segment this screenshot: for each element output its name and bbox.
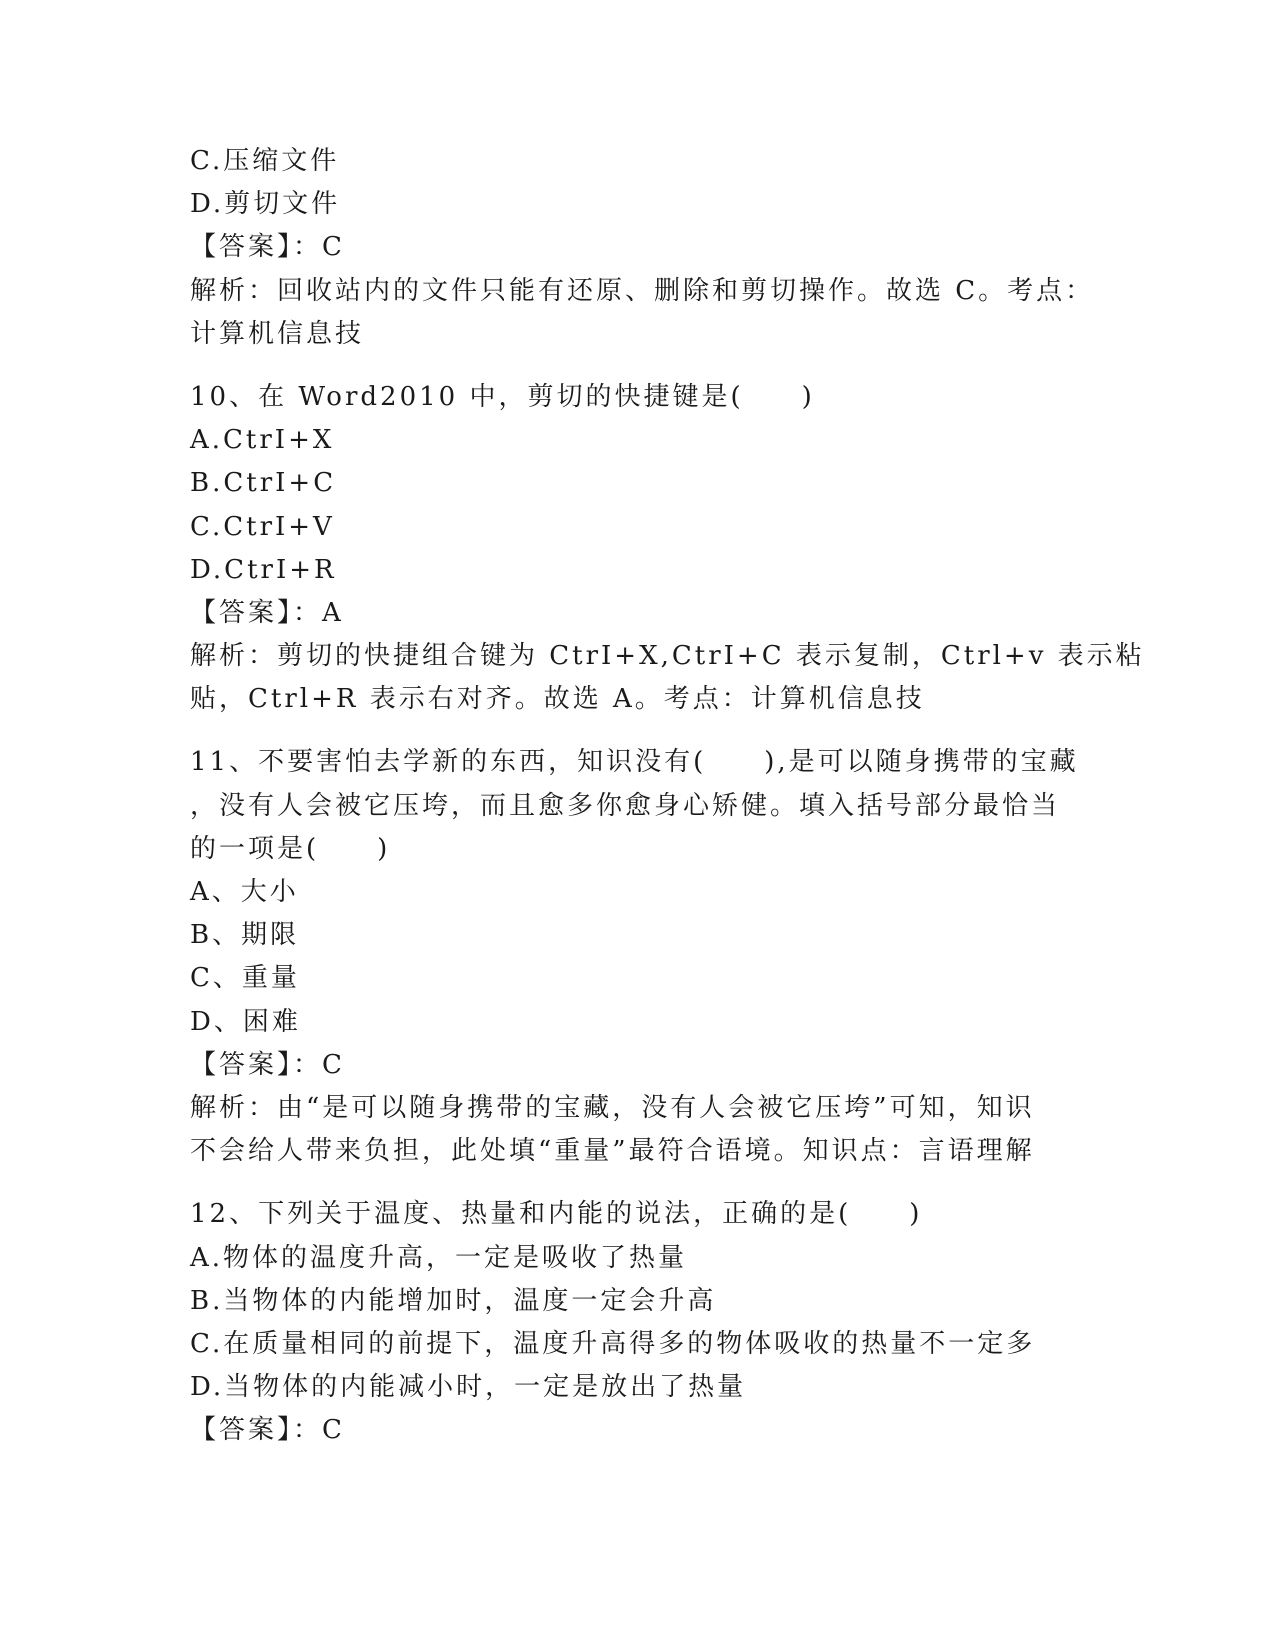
question-stem: 10、在 Word2010 中，剪切的快捷键是( ) — [190, 381, 815, 412]
block-gap — [190, 356, 1090, 376]
option-b: B.当物体的内能增加时，温度一定会升高 — [190, 1285, 717, 1316]
answer-line: 【答案】：C — [190, 1049, 345, 1080]
analysis-line: 计算机信息技 — [190, 318, 365, 349]
option-b: B、期限 — [190, 920, 300, 951]
analysis-line: 解析：由“是可以随身携带的宝藏，没有人会被它压垮”可知，知识 — [190, 1092, 1035, 1123]
answer-line: 【答案】：A — [190, 597, 344, 628]
option-d: D.当物体的内能减小时，一定是放出了热量 — [190, 1372, 747, 1403]
option-d: D.CtrI+R — [190, 554, 337, 585]
option-d: D、困难 — [190, 1006, 301, 1037]
block-gap — [190, 721, 1090, 741]
question-block-10 — [190, 376, 1145, 722]
option-c: C.压缩文件 — [190, 146, 340, 176]
question-block-11 — [190, 741, 1090, 1173]
option-c: C.CtrI+V — [190, 511, 335, 542]
question-stem: ，没有人会被它压垮，而且愈多你愈身心矫健。填入括号部分最恰当 — [190, 790, 1061, 821]
answer-line: 【答案】：C — [190, 232, 345, 263]
question-stem: 的一项是( ) — [190, 833, 391, 864]
question-stem: 11、不要害怕去学新的东西，知识没有( ),是可以随身携带的宝藏 — [190, 747, 1079, 778]
question-block-9-tail — [190, 140, 1095, 356]
option-d: D.剪切文件 — [190, 189, 341, 220]
option-c: C.在质量相同的前提下，温度升高得多的物体吸收的热量不一定多 — [190, 1328, 1036, 1359]
option-a: A.物体的温度升高，一定是吸收了热量 — [190, 1242, 688, 1273]
analysis-line: 解析：回收站内的文件只能有还原、删除和剪切操作。故选 C。考点： — [190, 275, 1095, 306]
question-block-12 — [190, 1193, 1090, 1452]
option-c: C、重量 — [190, 963, 300, 994]
option-a: A.CtrI+X — [190, 425, 335, 456]
option-b: B.CtrI+C — [190, 468, 337, 499]
analysis-line: 不会给人带来负担，此处填“重量”最符合语境。知识点：言语理解 — [190, 1136, 1035, 1167]
question-stem: 12、下列关于温度、热量和内能的说法，正确的是( ) — [190, 1199, 923, 1230]
answer-line: 【答案】：C — [190, 1415, 345, 1446]
document-content — [190, 140, 1145, 1452]
analysis-line: 解析：剪切的快捷组合键为 CtrI+X,CtrI+C 表示复制，Ctrl+v 表示粘 — [190, 641, 1145, 672]
analysis-line: 贴，Ctrl+R 表示右对齐。故选 A。考点：计算机信息技 — [190, 684, 925, 715]
block-gap — [190, 1173, 1090, 1193]
option-a: A、大小 — [190, 877, 299, 907]
